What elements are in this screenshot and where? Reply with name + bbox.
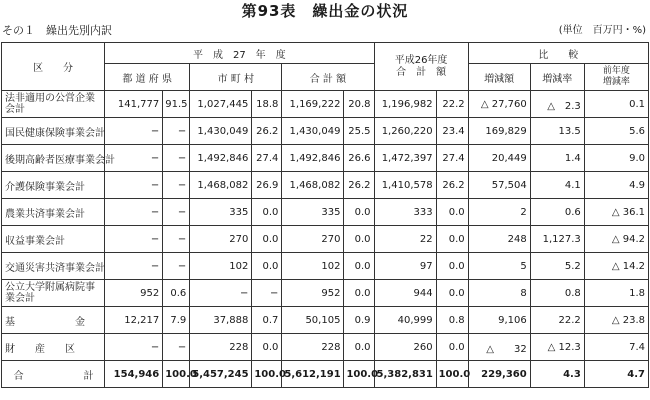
row-label: 収益事業会計 (2, 226, 105, 253)
unit-note: (単位 百万円・%) (558, 25, 646, 36)
cell-rate: △ 12.3 (530, 334, 584, 361)
cell-fy26: 5,382,831 (374, 361, 436, 388)
cell-fy26-pct: 0.0 (436, 253, 468, 280)
cell-fy26-pct: 22.2 (436, 91, 468, 118)
cell-pref: − (105, 118, 163, 145)
table-row (2, 91, 649, 118)
cell-fy26: 333 (374, 199, 436, 226)
cell-muni-pct: − (252, 280, 282, 307)
row-label: 基 金 (2, 307, 105, 334)
cell-total-pct: 0.0 (344, 199, 374, 226)
cell-rate: 4.1 (530, 172, 584, 199)
header-fy26: 平成26年度 合 計 額 (374, 43, 468, 91)
cell-fy26-pct: 100.0 (436, 361, 468, 388)
table-subtitle: その１ 繰出先別内訳 (2, 24, 112, 37)
cell-fy26: 944 (374, 280, 436, 307)
cell-rate: 1.4 (530, 145, 584, 172)
cell-muni-pct: 0.7 (252, 307, 282, 334)
table-row (2, 307, 649, 334)
cell-muni: 228 (190, 334, 252, 361)
cell-diff: 248 (468, 226, 530, 253)
row-label: 法非適用の公営企業会計 (2, 91, 105, 118)
cell-total: 952 (282, 280, 344, 307)
cell-total: 1,169,222 (282, 91, 344, 118)
cell-prev-rate: 4.9 (584, 172, 648, 199)
cell-pref: − (105, 226, 163, 253)
cell-rate: 13.5 (530, 118, 584, 145)
cell-diff: 57,504 (468, 172, 530, 199)
cell-total: 270 (282, 226, 344, 253)
table-row (2, 172, 649, 199)
cell-prev-rate: 9.0 (584, 145, 648, 172)
cell-pref-pct: − (163, 118, 190, 145)
table-row (2, 334, 649, 361)
cell-diff: 2 (468, 199, 530, 226)
cell-total-pct: 0.0 (344, 280, 374, 307)
cell-pref: 141,777 (105, 91, 163, 118)
row-label: 交通災害共済事業会計 (2, 253, 105, 280)
cell-diff: 5 (468, 253, 530, 280)
cell-diff: 8 (468, 280, 530, 307)
row-label: 介護保険事業会計 (2, 172, 105, 199)
header-municipality: 市 町 村 (190, 64, 282, 91)
table-row-total (2, 361, 649, 388)
cell-muni-pct: 0.0 (252, 199, 282, 226)
cell-fy26: 1,260,220 (374, 118, 436, 145)
cell-pref-pct: − (163, 253, 190, 280)
row-label: 農業共済事業会計 (2, 199, 105, 226)
cell-total-pct: 0.0 (344, 334, 374, 361)
table-row (2, 199, 649, 226)
cell-prev-rate: 4.7 (584, 361, 648, 388)
cell-muni-pct: 27.4 (252, 145, 282, 172)
cell-muni: 335 (190, 199, 252, 226)
cell-muni-pct: 0.0 (252, 334, 282, 361)
cell-muni: 1,468,082 (190, 172, 252, 199)
cell-pref: − (105, 199, 163, 226)
cell-fy26-pct: 23.4 (436, 118, 468, 145)
cell-rate: 5.2 (530, 253, 584, 280)
cell-muni-pct: 0.0 (252, 226, 282, 253)
cell-rate: △ 2.3 (530, 91, 584, 118)
cell-fy26: 1,410,578 (374, 172, 436, 199)
cell-muni: 1,430,049 (190, 118, 252, 145)
row-label: 後期高齢者医療事業会計 (2, 145, 105, 172)
cell-fy26-pct: 27.4 (436, 145, 468, 172)
cell-total: 1,492,846 (282, 145, 344, 172)
cell-muni: 102 (190, 253, 252, 280)
cell-total: 5,612,191 (282, 361, 344, 388)
cell-total-pct: 26.2 (344, 172, 374, 199)
cell-pref: 952 (105, 280, 163, 307)
cell-fy26-pct: 0.0 (436, 226, 468, 253)
table-row (2, 118, 649, 145)
cell-fy26-pct: 0.8 (436, 307, 468, 334)
cell-diff: △ 27,760 (468, 91, 530, 118)
table-row (2, 145, 649, 172)
cell-muni: 1,492,846 (190, 145, 252, 172)
cell-pref-pct: − (163, 199, 190, 226)
header-category: 区 分 (2, 43, 105, 91)
cell-prev-rate: 0.1 (584, 91, 648, 118)
cell-pref-pct: − (163, 226, 190, 253)
cell-muni: 270 (190, 226, 252, 253)
table-row (2, 226, 649, 253)
cell-pref-pct: 0.6 (163, 280, 190, 307)
cell-muni-pct: 0.0 (252, 253, 282, 280)
cell-pref-pct: 7.9 (163, 307, 190, 334)
cell-pref: 12,217 (105, 307, 163, 334)
cell-fy26-pct: 0.0 (436, 334, 468, 361)
cell-rate: 1,127.3 (530, 226, 584, 253)
cell-diff: 229,360 (468, 361, 530, 388)
header-total: 合 計 額 (282, 64, 374, 91)
cell-muni-pct: 26.2 (252, 118, 282, 145)
cell-total-pct: 25.5 (344, 118, 374, 145)
page-title: 第93表 繰出金の状況 (241, 2, 409, 20)
cell-total: 102 (282, 253, 344, 280)
cell-total: 228 (282, 334, 344, 361)
cell-prev-rate: △ 36.1 (584, 199, 648, 226)
cell-muni: 5,457,245 (190, 361, 252, 388)
cell-pref-pct: 91.5 (163, 91, 190, 118)
cell-prev-rate: △ 94.2 (584, 226, 648, 253)
cell-pref-pct: 100.0 (163, 361, 190, 388)
cell-pref: − (105, 253, 163, 280)
cell-pref: 154,946 (105, 361, 163, 388)
header-fy27: 平 成 27 年 度 (105, 43, 374, 64)
cell-rate: 0.6 (530, 199, 584, 226)
cell-total: 1,430,049 (282, 118, 344, 145)
cell-fy26: 97 (374, 253, 436, 280)
cell-pref-pct: − (163, 145, 190, 172)
cell-fy26: 260 (374, 334, 436, 361)
cell-fy26-pct: 0.0 (436, 199, 468, 226)
header-diff: 増減額 (468, 64, 530, 91)
cell-muni-pct: 100.0 (252, 361, 282, 388)
cell-fy26: 22 (374, 226, 436, 253)
cell-prev-rate: 1.8 (584, 280, 648, 307)
cell-total-pct: 100.0 (344, 361, 374, 388)
cell-fy26: 1,472,397 (374, 145, 436, 172)
header-prefecture: 都 道 府 県 (105, 64, 190, 91)
cell-diff: 169,829 (468, 118, 530, 145)
disbursement-table (1, 42, 649, 388)
cell-muni: 37,888 (190, 307, 252, 334)
row-label: 財 産 区 (2, 334, 105, 361)
cell-pref-pct: − (163, 334, 190, 361)
cell-total-pct: 26.6 (344, 145, 374, 172)
cell-prev-rate: 5.6 (584, 118, 648, 145)
cell-pref: − (105, 334, 163, 361)
cell-fy26-pct: 0.0 (436, 280, 468, 307)
table-row (2, 280, 649, 307)
cell-total: 335 (282, 199, 344, 226)
header-rate: 増減率 (530, 64, 584, 91)
cell-pref: − (105, 172, 163, 199)
row-label: 国民健康保険事業会計 (2, 118, 105, 145)
cell-pref: − (105, 145, 163, 172)
cell-total-pct: 20.8 (344, 91, 374, 118)
table-row (2, 253, 649, 280)
cell-muni-pct: 18.8 (252, 91, 282, 118)
cell-pref-pct: − (163, 172, 190, 199)
cell-muni-pct: 26.9 (252, 172, 282, 199)
header-prev-rate: 前年度 増減率 (584, 64, 648, 91)
header-compare: 比 較 (468, 43, 648, 64)
cell-total: 50,105 (282, 307, 344, 334)
cell-total: 1,468,082 (282, 172, 344, 199)
cell-total-pct: 0.9 (344, 307, 374, 334)
cell-total-pct: 0.0 (344, 226, 374, 253)
cell-diff: 20,449 (468, 145, 530, 172)
cell-muni: − (190, 280, 252, 307)
row-label: 公立大学附属病院事業会計 (2, 280, 105, 307)
cell-diff: 9,106 (468, 307, 530, 334)
cell-prev-rate: △ 14.2 (584, 253, 648, 280)
row-label: 合 計 (2, 361, 105, 388)
cell-fy26: 40,999 (374, 307, 436, 334)
cell-rate: 4.3 (530, 361, 584, 388)
cell-fy26-pct: 26.2 (436, 172, 468, 199)
cell-rate: 22.2 (530, 307, 584, 334)
cell-prev-rate: △ 23.8 (584, 307, 648, 334)
cell-muni: 1,027,445 (190, 91, 252, 118)
cell-prev-rate: 7.4 (584, 334, 648, 361)
cell-fy26: 1,196,982 (374, 91, 436, 118)
cell-diff: △ 32 (468, 334, 530, 361)
cell-total-pct: 0.0 (344, 253, 374, 280)
cell-rate: 0.8 (530, 280, 584, 307)
